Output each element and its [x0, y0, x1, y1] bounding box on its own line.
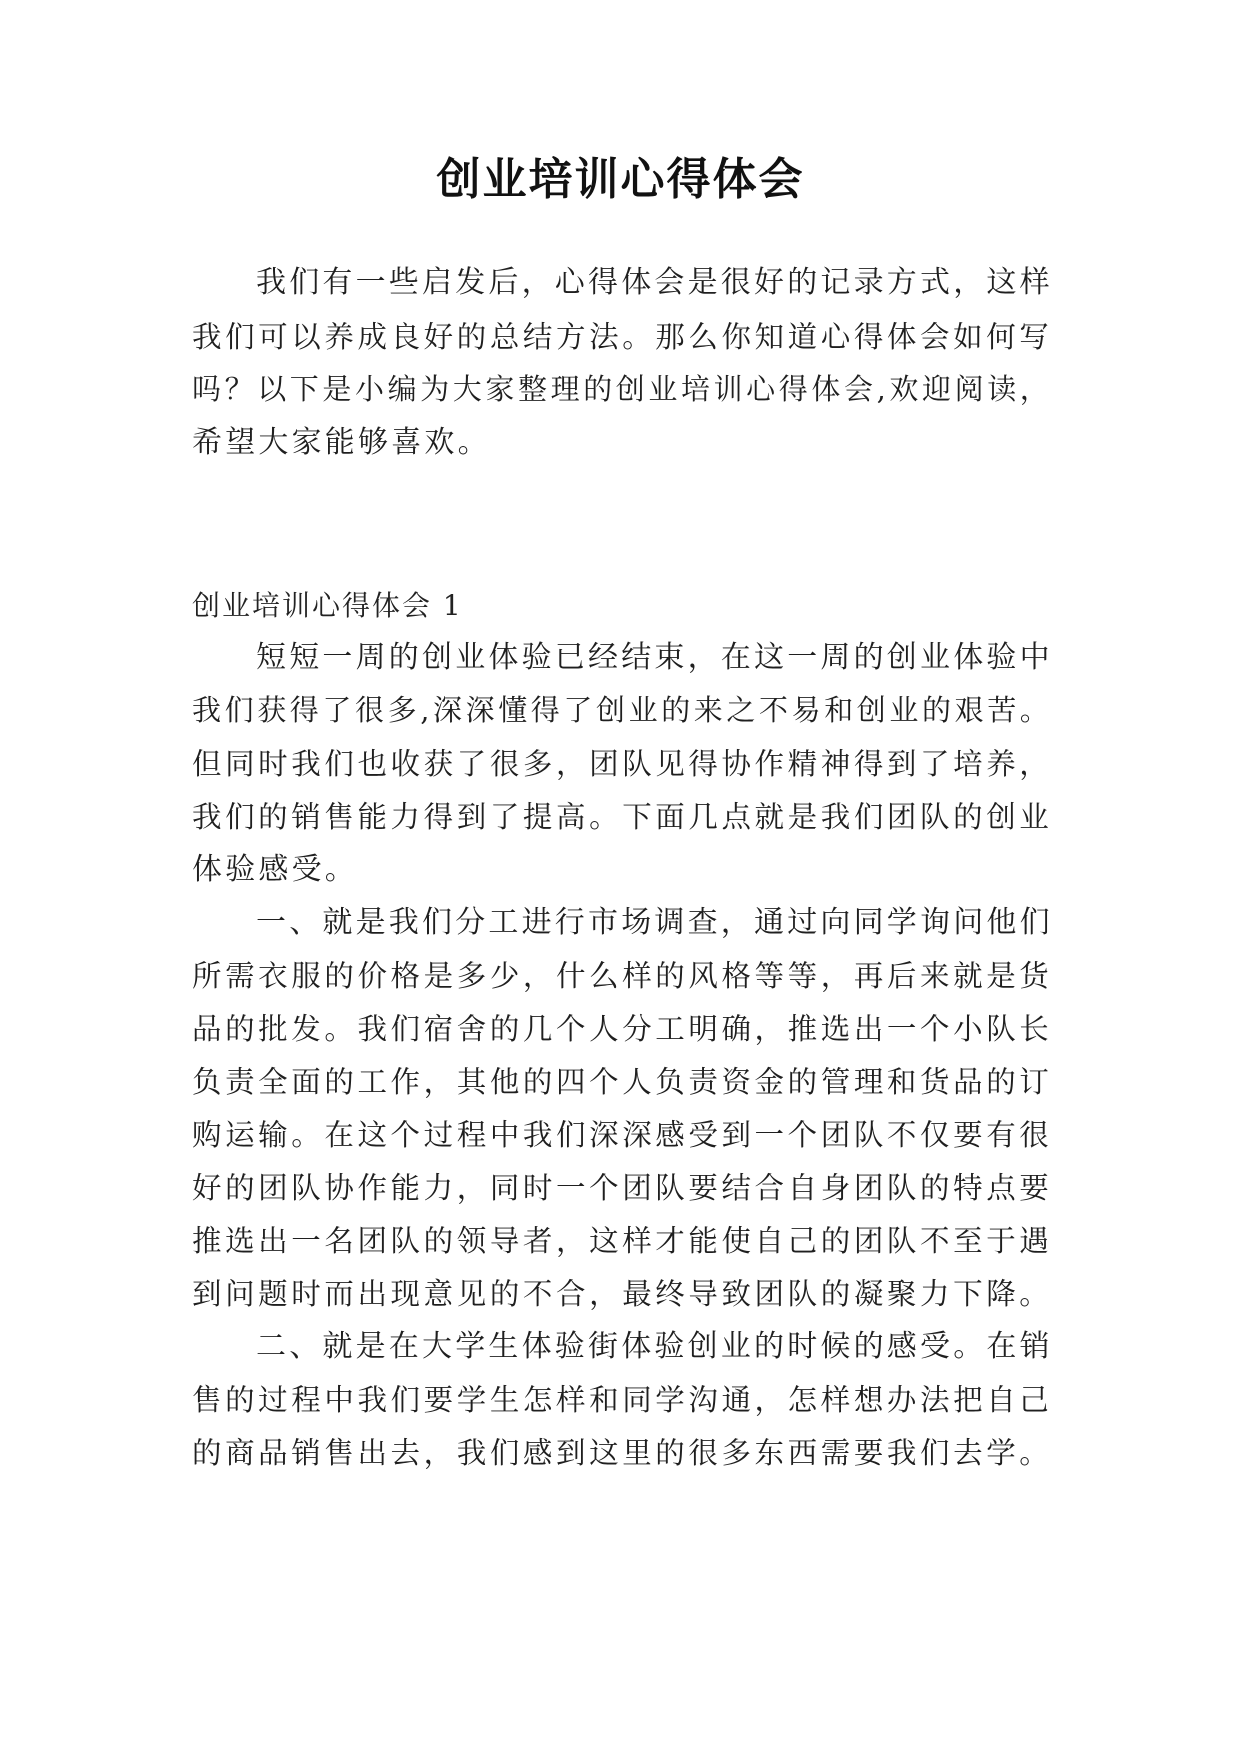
intro-line: 我们可以养成良好的总结方法。那么你知道心得体会如何写: [192, 320, 1052, 354]
paragraph-line: 二、就是在大学生体验街体验创业的时候的感受。在销: [256, 1329, 1053, 1364]
paragraph-line: 购运输。在这个过程中我们深深感受到一个团队不仅要有很: [192, 1118, 1052, 1152]
paragraph-line: 短短一周的创业体验已经结束，在这一周的创业体验中: [256, 640, 1053, 675]
paragraph-line: 的商品销售出去，我们感到这里的很多东西需要我们去学。: [192, 1436, 1052, 1470]
paragraph-line: 到问题时而出现意见的不合，最终导致团队的凝聚力下降。: [192, 1277, 1052, 1311]
paragraph-line: 负责全面的工作，其他的四个人负责资金的管理和货品的订: [192, 1065, 1052, 1099]
intro-line: 我们有一些启发后，心得体会是很好的记录方式，这样: [256, 265, 1053, 300]
section-heading: 创业培训心得体会 1: [192, 589, 463, 622]
paragraph-line: 售的过程中我们要学生怎样和同学沟通，怎样想办法把自己: [192, 1383, 1052, 1417]
paragraph-line: 推选出一名团队的领导者，这样才能使自己的团队不至于遇: [192, 1224, 1052, 1258]
paragraph-line: 我们的销售能力得到了提高。下面几点就是我们团队的创业: [192, 800, 1052, 834]
paragraph-line: 但同时我们也收获了很多，团队见得协作精神得到了培养，: [192, 747, 1052, 781]
paragraph-line: 我们获得了很多,深深懂得了创业的来之不易和创业的艰苦。: [192, 693, 1052, 727]
intro-line: 希望大家能够喜欢。: [192, 425, 491, 460]
paragraph-line: 品的批发。我们宿舍的几个人分工明确，推选出一个小队长: [192, 1012, 1052, 1046]
paragraph-line: 好的团队协作能力，同时一个团队要结合自身团队的特点要: [192, 1171, 1052, 1205]
paragraph-line: 一、就是我们分工进行市场调查，通过向同学询问他们: [256, 905, 1053, 940]
paragraph-line: 所需衣服的价格是多少，什么样的风格等等，再后来就是货: [192, 959, 1052, 993]
document-title: 创业培训心得体会: [436, 154, 805, 205]
paragraph-line: 体验感受。: [192, 852, 358, 887]
intro-line: 吗？以下是小编为大家整理的创业培训心得体会,欢迎阅读，: [192, 372, 1052, 406]
